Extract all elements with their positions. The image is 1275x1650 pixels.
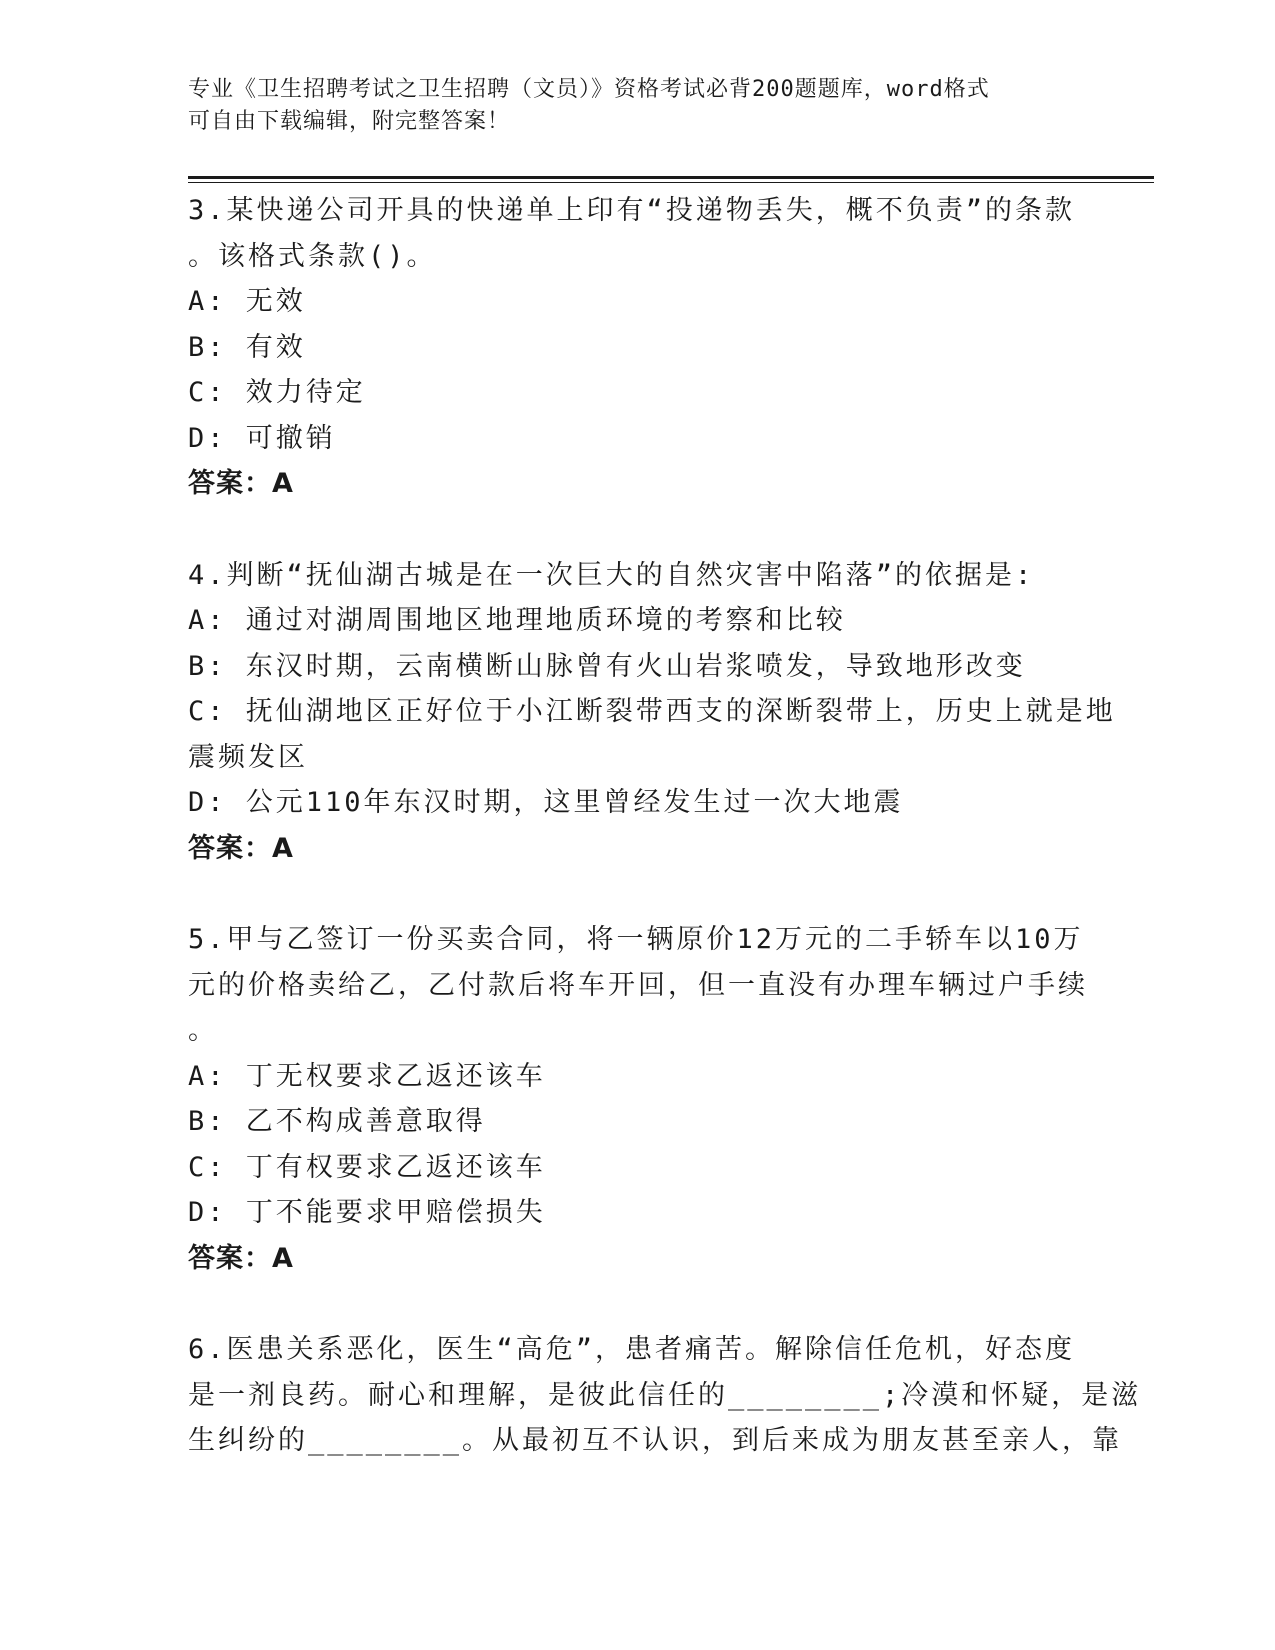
header-line-2: 可自由下载编辑，附完整答案！ <box>188 109 511 134</box>
option-a: A: 丁无权要求乙返还该车 <box>188 1060 546 1092</box>
question-stem: 生纠纷的________。从最初互不认识，到后来成为朋友甚至亲人，靠 <box>188 1425 1123 1456</box>
question-stem: 。该格式条款()。 <box>188 240 437 272</box>
option-b: B: 乙不构成善意取得 <box>188 1106 486 1137</box>
question-3 <box>188 188 1088 507</box>
option-c: C: 抚仙湖地区正好位于小江断裂带西支的深断裂带上，历史上就是地 <box>188 696 1116 727</box>
header-line-1: 专业《卫生招聘考试之卫生招聘（文员）》资格考试必背200题题库，word格式 <box>188 77 990 102</box>
option-d: D: 丁不能要求甲赔偿损失 <box>188 1197 546 1228</box>
option-c: C: 丁有权要求乙返还该车 <box>188 1151 546 1183</box>
question-stem: 4.判断“抚仙湖古城是在一次巨大的自然灾害中陷落”的依据是: <box>188 559 1035 591</box>
option-c: C: 效力待定 <box>188 377 366 408</box>
document-header <box>188 74 1068 138</box>
question-6 <box>188 1327 1142 1464</box>
question-stem: 是一剂良药。耐心和理解，是彼此信任的________;冷漠和怀疑，是滋 <box>188 1379 1142 1411</box>
header-divider-thick <box>188 176 1154 179</box>
spacer <box>188 507 1088 553</box>
question-5 <box>188 917 1088 1281</box>
option-a: A: 通过对湖周围地区地理地质环境的考察和比较 <box>188 605 846 636</box>
option-c-continued: 震频发区 <box>188 741 308 773</box>
option-d: D: 可撤销 <box>188 422 336 454</box>
option-b: B: 东汉时期，云南横断山脉曾有火山岩浆喷发，导致地形改变 <box>188 650 1026 682</box>
option-d: D: 公元110年东汉时期，这里曾经发生过一次大地震 <box>188 787 904 818</box>
answer: 答案：A <box>188 1242 294 1274</box>
question-stem: 。 <box>188 1015 218 1046</box>
question-list <box>188 188 1142 1464</box>
option-a: A: 无效 <box>188 286 306 317</box>
question-stem: 元的价格卖给乙，乙付款后将车开回，但一直没有办理车辆过户手续 <box>188 969 1088 1001</box>
question-stem: 5.甲与乙签订一份买卖合同，将一辆原价12万元的二手轿车以10万 <box>188 924 1084 955</box>
question-stem: 3.某快递公司开具的快递单上印有“投递物丢失，概不负责”的条款 <box>188 195 1076 226</box>
spacer <box>188 1281 1088 1327</box>
option-b: B: 有效 <box>188 331 306 363</box>
question-4 <box>188 553 1116 872</box>
question-stem: 6.医患关系恶化，医生“高危”，患者痛苦。解除信任危机，好态度 <box>188 1334 1076 1365</box>
answer: 答案：A <box>188 468 294 499</box>
answer: 答案：A <box>188 832 294 864</box>
header-divider-thin <box>188 182 1154 183</box>
spacer <box>188 871 1088 917</box>
